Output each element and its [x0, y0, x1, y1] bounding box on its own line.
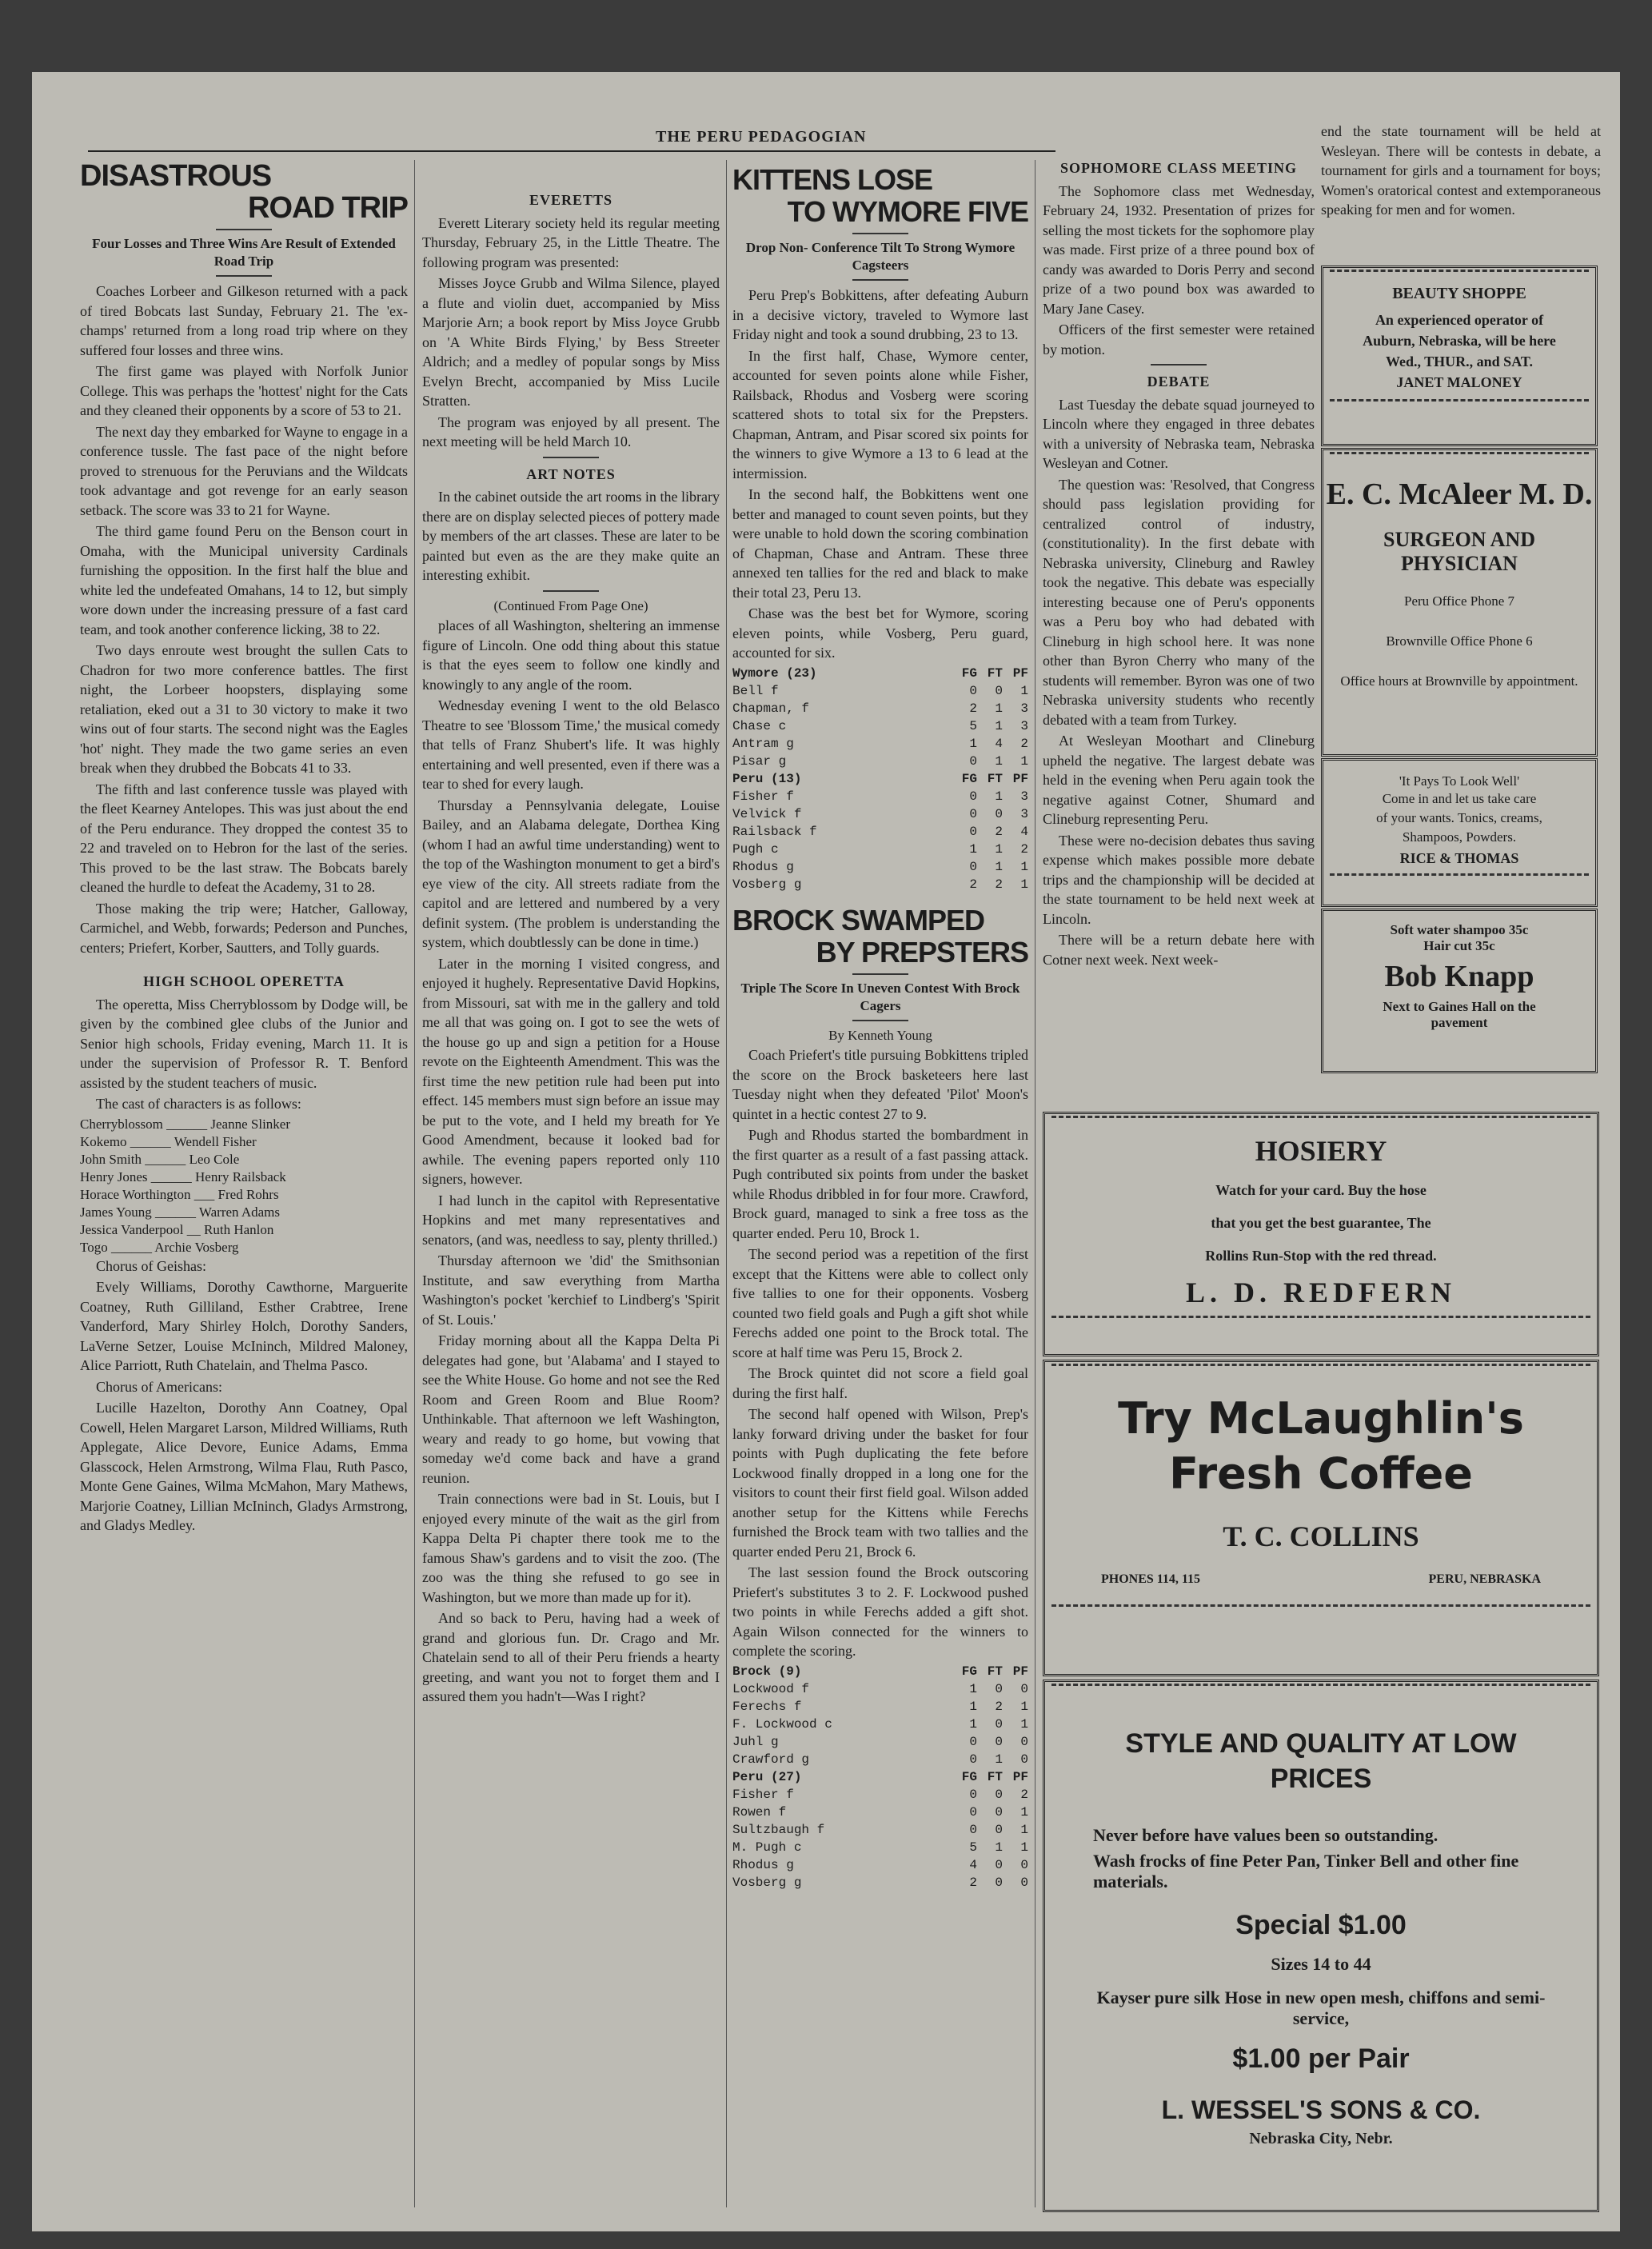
box-score-row: [732, 1804, 1028, 1821]
headline-rule: [852, 233, 908, 234]
box-score-player: Bell f: [732, 683, 779, 698]
ad-line: Never before have values been so outstanding.: [1093, 1825, 1439, 1845]
box-score-ft: FT: [987, 665, 1003, 681]
wessel-ad: [1043, 1680, 1599, 2212]
box-score-fg: 5: [969, 1840, 977, 1855]
paragraph: The Brock quintet did not score a field goal during the first half.: [732, 1365, 1028, 1401]
box-score-row: [732, 805, 1028, 823]
ad-sizes: Sizes 14 to 44: [1271, 1954, 1371, 1974]
box-score-fg: FG: [961, 771, 977, 786]
box-score-pf: 3: [1020, 718, 1028, 733]
ad-line: Hair cut 35c: [1423, 938, 1495, 953]
box-score-header-row: [732, 1663, 1028, 1680]
kittens-subhead: Drop Non- Conference Tilt To Strong Wymore Cagsteers: [745, 240, 1016, 273]
box-score-row: [732, 1680, 1028, 1698]
box-score-header-row: [732, 770, 1028, 788]
column-rule: [726, 160, 727, 2207]
box-score-ft: 2: [995, 1699, 1003, 1714]
box-score-player: Peru (27): [732, 1769, 802, 1784]
box-score-fg: 0: [969, 789, 977, 804]
road-trip-headline-1: DISASTROUS: [80, 160, 272, 193]
box-score-row: [732, 1716, 1028, 1733]
box-score-row: [732, 735, 1028, 753]
box-score-row: [732, 717, 1028, 735]
ornament: [1051, 1684, 1590, 1694]
ad-line: JANET MALONEY: [1396, 374, 1522, 390]
ad-name: E. C. McAleer M. D.: [1326, 477, 1593, 511]
bob-knapp-ad: [1321, 909, 1598, 1073]
box-score-player: Railsback f: [732, 824, 817, 839]
box-score-row: [732, 700, 1028, 717]
ad-line: Office hours at Brownville by appointment.: [1340, 673, 1578, 689]
paragraph: Friday morning about all the Kappa Delta Pi delegates had gone, but 'Alabama' and I stayed to see the White House. Go home and not see the Red Room and Green Room and Blue Room? Unthinkable. That afternoon we left Washington, weary and ready to go home, but vowing that someday we'd come back and have a grand reunion.: [422, 1332, 720, 1486]
box-score-fg: 2: [969, 701, 977, 716]
box-score-fg: 1: [969, 841, 977, 857]
box-score-ft: 0: [995, 1681, 1003, 1696]
box-score-ft: 1: [995, 718, 1003, 733]
box-score-ft: 1: [995, 1752, 1003, 1767]
headline-rule: [852, 973, 908, 975]
kittens-headline-1: KITTENS LOSE: [732, 164, 933, 196]
ad-name: L. D. REDFERN: [1185, 1276, 1456, 1308]
ad-place: PERU, NEBRASKA: [1428, 1572, 1541, 1586]
box-score-row: [732, 858, 1028, 876]
brock-subhead: Triple The Score In Uneven Contest With Brock Cagers: [740, 980, 1020, 1013]
cast-entry: Jessica Vanderpool __ Ruth Hanlon: [80, 1221, 274, 1237]
box-score-ft: 1: [995, 859, 1003, 874]
coffee-ad: [1043, 1360, 1599, 1676]
cast-entry: Cherryblossom ______ Jeanne Slinker: [80, 1116, 290, 1132]
kittens-box-score: [732, 665, 1028, 893]
ad-line: Soft water shampoo 35c: [1390, 922, 1529, 937]
ad-line: An experienced operator of: [1375, 312, 1544, 328]
column-rule: [414, 160, 415, 2207]
ad-line: that you get the best guarantee, The: [1211, 1215, 1431, 1231]
paragraph: The last session found the Brock outscoring Priefert's substitutes 3 to 2. F. Lockwood pushed two points in while Ferechs added a gift shot. Again Wilson connected for the winners to complete the scoring.: [732, 1564, 1028, 1659]
box-score-fg: 2: [969, 1875, 977, 1890]
box-score-fg: 0: [969, 1787, 977, 1802]
box-score-pf: 1: [1020, 683, 1028, 698]
box-score-row: [732, 1874, 1028, 1891]
paragraph: The program was enjoyed by all present. The next meeting will be held March 10.: [422, 413, 720, 449]
ad-line: Peru Office Phone 7: [1403, 593, 1515, 609]
box-score-fg: 1: [969, 1716, 977, 1732]
box-score-fg: 1: [969, 736, 977, 751]
brock-byline: By Kenneth Young: [828, 1027, 932, 1043]
box-score-pf: 3: [1020, 806, 1028, 821]
box-score-player: Chapman, f: [732, 701, 810, 716]
paragraph: Thursday a Pennsylvania delegate, Louise Bailey, and an Alabama delegate, Dorthea King (whom I had an awful time understanding) went to the top of the Washington monument to get a bird's eye view of the city. All streets radiate from the capitol and are lettered and numbered by a very definit system. (The problem is understanding the system, which doubtlessly can be done in time.): [422, 797, 720, 950]
paragraph: Misses Joyce Grubb and Wilma Silence, played a flute and violin duet, accompanied by Miss Marjorie Arn; a book report by Miss Joyce Grubb on 'A White Birds Flying,' by Bess Streeter Aldrich; and a medley of popular songs by Miss Evelyn Brecht, accompanied by Miss Lucile Stratten.: [422, 275, 720, 409]
cast-entry: James Young ______ Warren Adams: [80, 1204, 281, 1220]
ad-name: RICE & THOMAS: [1399, 850, 1519, 866]
box-score-ft: FT: [987, 771, 1003, 786]
box-score-row: [732, 1839, 1028, 1856]
subhead-rule: [216, 275, 272, 277]
ad-place: Nebraska City, Nebr.: [1249, 2130, 1393, 2147]
cast-entry: Togo ______ Archie Vosberg: [80, 1239, 239, 1255]
box-score-pf: 0: [1020, 1734, 1028, 1749]
ad-line: pavement: [1431, 1015, 1488, 1030]
paragraph: These were no-decision debates thus saving expense which makes possible more debate trips and the championship will be decided at the state tournament to be held next week at Lincoln.: [1043, 832, 1315, 927]
box-score-player: Crawford g: [732, 1752, 810, 1767]
box-score-fg: 1: [969, 1699, 977, 1714]
box-score-row: [732, 788, 1028, 805]
box-score-pf: 4: [1020, 824, 1028, 839]
ad-line: Auburn, Nebraska, will be here: [1363, 333, 1556, 349]
ornament: [1051, 1316, 1590, 1326]
art-notes-title: ART NOTES: [526, 465, 616, 482]
ornament: [1051, 1364, 1590, 1374]
masthead-rule: [88, 150, 1055, 152]
paragraph: Pugh and Rhodus started the bombardment in the first quarter as a result of a fast passing attack. Pugh contributed six points from under the basket while Rhodus dribbled in for four more. Crawford, Brock guard, managed to sink a free toss as the quarter ended. Peru 10, Brock 1.: [732, 1127, 1028, 1241]
ornament: [1330, 270, 1589, 280]
box-score-fg: 1: [969, 1681, 977, 1696]
box-score-player: Rhodus g: [732, 859, 794, 874]
paragraph: Chase was the best bet for Wymore, scoring eleven points, while Vosberg, Peru guard, accounted for six.: [732, 605, 1028, 661]
box-score-row: [732, 682, 1028, 700]
box-score-player: Vosberg g: [732, 1875, 802, 1890]
box-score-fg: 0: [969, 824, 977, 839]
box-score-player: Fisher f: [732, 789, 794, 804]
box-score-pf: 2: [1020, 736, 1028, 751]
box-score-fg: FG: [961, 665, 977, 681]
box-score-player: Vosberg g: [732, 877, 802, 892]
ornament: [1330, 399, 1589, 409]
debate-title: DEBATE: [1147, 374, 1211, 389]
ad-title: BEAUTY SHOPPE: [1392, 285, 1526, 302]
ad-line: Brownville Office Phone 6: [1386, 633, 1533, 649]
box-score-pf: PF: [1012, 771, 1028, 786]
box-score-ft: 0: [995, 1734, 1003, 1749]
column-5-text: [1321, 122, 1601, 258]
box-score-fg: 0: [969, 1822, 977, 1837]
paragraph: The second half opened with Wilson, Prep's lanky forward driving under the basket for four points with Pugh duplicating the fete before Lockwood finally dropped in a long one for the visitors to count their first field goal. Wilson added another setup for the Kittens while Ferechs furnished the Brock team with two tallies and the quarter ended Peru 21, Brock 6.: [732, 1406, 1028, 1560]
ad-pair: $1.00 per Pair: [1232, 2043, 1410, 2074]
paragraph: places of all Washington, sheltering an immense figure of Lincoln. One odd thing about this statue is that the eyes seem to follow one kindly and knowingly to any angle of the room.: [422, 617, 720, 693]
box-score-ft: 0: [995, 806, 1003, 821]
paragraph: end the state tournament will be held at Wesleyan. There will be contests in debate, a tournament for girls and a tournament for boys; Women's oratorical contest and extemporaneous speaking for men and for women.: [1321, 123, 1601, 218]
box-score-player: Antram g: [732, 736, 794, 751]
ornament: [1330, 452, 1589, 462]
everetts-title: EVERETTS: [529, 192, 613, 208]
box-score-ft: 2: [995, 824, 1003, 839]
box-score-player: Rowen f: [732, 1804, 787, 1820]
box-score-header-row: [732, 665, 1028, 682]
box-score-player: Fisher f: [732, 1787, 794, 1802]
box-score-ft: 4: [995, 736, 1003, 751]
section-rule: [1151, 364, 1207, 366]
box-score-ft: 0: [995, 1822, 1003, 1837]
paragraph: Two days enroute west brought the sullen Cats to Chadron for two more conference battles. The first night, the Lorbeer hoopsters, displaying some retaliation, eked out a 31 to 30 victory to make it two wins out of four starts. The second night was the Eagles 'hot' night. They made the two game series an even break when they drubbed the Bobcats 41 to 33.: [80, 642, 408, 776]
box-score-fg: 0: [969, 753, 977, 769]
box-score-player: Juhl g: [732, 1734, 779, 1749]
paragraph: Chorus of Americans:: [96, 1378, 222, 1395]
ad-title: STYLE AND QUALITY AT LOW PRICES: [1125, 1728, 1517, 1794]
ad-title: HOSIERY: [1255, 1135, 1387, 1167]
box-score-pf: 2: [1020, 841, 1028, 857]
box-score-row: [732, 1733, 1028, 1751]
box-score-pf: 1: [1020, 1804, 1028, 1820]
box-score-pf: 0: [1020, 1681, 1028, 1696]
ad-line: 'It Pays To Look Well': [1399, 773, 1520, 789]
box-score-header-row: [732, 1768, 1028, 1786]
box-score-player: Lockwood f: [732, 1681, 810, 1696]
cast-entry: Henry Jones ______ Henry Railsback: [80, 1168, 286, 1184]
paragraph: Later in the morning I visited congress, and enjoyed it hughely. Representative David Hopkins, from Missouri, sat with me in the gallery and told me all that was going on. I got to see the wets of the house go up and sign a petition for a House revote on the Eighteenth Amendment. This was the first time the new petition rule had been put into effect. 145 members must sign before an issue may be put to the vote, and I held my breath for Ye Good Amendment, because it looked bad for awhile. The evening papers reported only 110 signers, however.: [422, 955, 720, 1187]
masthead: THE PERU PEDAGOGIAN: [656, 128, 867, 146]
paragraph: The cast of characters is as follows:: [96, 1096, 301, 1112]
ad-line: of your wants. Tonics, creams,: [1376, 810, 1542, 825]
box-score-player: Wymore (23): [732, 665, 817, 681]
box-score-player: Ferechs f: [732, 1699, 802, 1714]
box-score-player: Chase c: [732, 718, 787, 733]
paragraph: The third game found Peru on the Benson court in Omaha, with the Municipal university Cardinals furnishing the opposition. In the first half the blue and white led the undefeated Omahans, 14 to 12, but simply wore down under the increasing pressure of a fast card team, and took another conference licking, 38 to 22.: [80, 523, 408, 637]
box-score-row: [732, 841, 1028, 858]
ornament: [1330, 873, 1589, 884]
ad-line: Come in and let us take care: [1382, 791, 1537, 806]
box-score-pf: 1: [1020, 1699, 1028, 1714]
box-score-fg: 4: [969, 1857, 977, 1872]
ad-line: Watch for your card. Buy the hose: [1215, 1182, 1427, 1198]
paragraph: Officers of the first semester were retained by motion.: [1043, 322, 1315, 358]
box-score-pf: 1: [1020, 753, 1028, 769]
box-score-player: Pisar g: [732, 753, 787, 769]
paragraph: Chorus of Geishas:: [96, 1257, 206, 1274]
headline-rule: [216, 229, 272, 230]
ad-line: Kayser pure silk Hose in new open mesh, chiffons and semi-service,: [1096, 1987, 1546, 2028]
box-score-pf: PF: [1012, 1664, 1028, 1679]
box-score-ft: FT: [987, 1769, 1003, 1784]
box-score-ft: 1: [995, 789, 1003, 804]
operetta-title: HIGH SCHOOL OPERETTA: [143, 973, 345, 989]
ad-line: Shampoos, Powders.: [1402, 829, 1517, 845]
kittens-headline-2: TO WYMORE FIVE: [787, 195, 1028, 228]
box-score-fg: 0: [969, 1734, 977, 1749]
box-score-fg: 5: [969, 718, 977, 733]
box-score-pf: 2: [1020, 1787, 1028, 1802]
box-score-pf: 1: [1020, 859, 1028, 874]
box-score-ft: 1: [995, 1840, 1003, 1855]
paragraph: Thursday afternoon we 'did' the Smithsonian Institute, and saw everything from Martha Washington's pocket 'kerchief to Lindberg's 'Spirit of St. Louis.': [422, 1252, 720, 1328]
road-trip-body: [80, 282, 408, 957]
paragraph: The question was: 'Resolved, that Congress should pass legislation providing for centralized control of industry, (constitutionality). In the first debate with Nebraska university, Clineburg and Rawley took the negative. This debate was especially interesting because one of Peru's opponents was a Peru boy who had debated with Clineburg in high school here. It was none other than Byron Cherry who many of the students will remember. Byron was one of two Nebraska university students who recently debated with a team from Turkey.: [1043, 476, 1315, 728]
ad-line: Next to Gaines Hall on the: [1383, 999, 1536, 1014]
subhead-rule: [852, 279, 908, 281]
ad-line: Wed., THUR., and SAT.: [1385, 354, 1534, 370]
section-rule: [543, 457, 599, 458]
box-score-ft: 0: [995, 1804, 1003, 1820]
box-score-fg: 2: [969, 877, 977, 892]
brock-box-score: [732, 1663, 1028, 1891]
paragraph: Those making the trip were; Hatcher, Galloway, Carmichel, and Webb, forwards; Pederson and Punches, centers; Priefert, Korber, Sautters, and Tolly guards.: [80, 900, 408, 956]
box-score-player: Sultzbaugh f: [732, 1822, 825, 1837]
box-score-fg: 0: [969, 859, 977, 874]
paragraph: In the second half, the Bobkittens went one better and managed to count seven points, but they were unable to hold down the scoring combination of Chapman, Chase and Antram. These three annexed ten tallies for the red and black to make their total 23, Peru 13.: [732, 486, 1028, 601]
box-score-row: [732, 1751, 1028, 1768]
paragraph: Everett Literary society held its regular meeting Thursday, February 25, in the Little Theatre. The following program was presented:: [422, 214, 720, 270]
ad-line: SURGEON AND: [1383, 528, 1535, 551]
box-score-pf: 0: [1020, 1857, 1028, 1872]
box-score-pf: 1: [1020, 1716, 1028, 1732]
box-score-player: F. Lockwood c: [732, 1716, 832, 1732]
paragraph: Last Tuesday the debate squad journeyed to Lincoln where they engaged in three debates with a university of Nebraska team, Nebraska Wesleyan and Cotner.: [1043, 396, 1315, 471]
paragraph: Wednesday evening I went to the old Belasco Theatre to see 'Blossom Time,' the musical comedy that tells of Franz Shubert's life. It was highly entertaining and well presented, even if there was a tear to shed for every laugh.: [422, 697, 720, 792]
newspaper-page: [32, 72, 1620, 2231]
section-rule: [543, 590, 599, 592]
box-score-player: Velvick f: [732, 806, 802, 821]
paragraph: The fifth and last conference tussle was played with the fleet Kearney Antelopes. This was just about the end of the Peru endurance. They dropped the contest 35 to 22 and traveled on to Hebron for the last of the series. This proved to be the last straw. The Bobcats barely cleaned the hurdle to defeat the Academy, 31 to 28.: [80, 781, 408, 895]
cast-entry: Kokemo ______ Wendell Fisher: [80, 1133, 257, 1149]
ad-special: Special $1.00: [1235, 1910, 1407, 1940]
column-2: [422, 184, 720, 2215]
box-score-ft: 0: [995, 1716, 1003, 1732]
hosiery-ad: [1043, 1112, 1599, 1356]
box-score-ft: 1: [995, 841, 1003, 857]
box-score-fg: FG: [961, 1664, 977, 1679]
column-3: [732, 164, 1028, 2215]
ornament: [1051, 1604, 1590, 1615]
paragraph: The Sophomore class met Wednesday, February 24, 1932. Presentation of prizes for selling the most tickets for the sophomore play was made. First prize of a three pound box of candy was awarded to Doris Perry and second prize of a two pound box was awarded to Mary Jane Casey.: [1043, 182, 1315, 317]
ad-line: PHYSICIAN: [1401, 552, 1518, 575]
ad-name: T. C. COLLINS: [1223, 1520, 1419, 1552]
box-score-ft: 0: [995, 1857, 1003, 1872]
box-score-pf: 3: [1020, 789, 1028, 804]
paragraph: Lucille Hazelton, Dorothy Ann Coatney, Opal Cowell, Helen Margaret Larson, Mildred Williams, Ruth Applegate, Alice Devore, Eunice Adams, Emma Glasscock, Helen Armstrong, Wilma Flau, Ruth Pasco, Monte Gene Gaines, Wilma McMahon, Mary Mathews, Marjorie Coatney, Lillian McIninch, Gladys Armstrong, and Gladys Medley.: [80, 1400, 408, 1533]
box-score-row: [732, 1856, 1028, 1874]
box-score-row: [732, 1786, 1028, 1804]
box-score-fg: 0: [969, 806, 977, 821]
sophomore-title: SOPHOMORE CLASS MEETING: [1059, 160, 1298, 176]
cast-entry: Horace Worthington ___ Fred Rohrs: [80, 1186, 279, 1202]
box-score-fg: 0: [969, 1804, 977, 1820]
paragraph: The second period was a repetition of the first except that the Kittens were able to collect only five tallies to one for their opponents. Vosberg counted two field goals and Pugh a gift shot while Ferechs added one point to the Brock total. The score at half time was Peru 15, Brock 2.: [732, 1246, 1028, 1360]
box-score-player: Brock (9): [732, 1664, 802, 1679]
paragraph: Evely Williams, Dorothy Cawthorne, Marguerite Coatney, Ruth Gilliland, Esther Crabtree, Irene Vanderford, Mary Shirley Holch, Dorothy Sanders, LaVerne Setzer, Louise McIninch, Mildred Maloney, Alice Parriott, Ruth Chatelain, and Thelma Pasco.: [80, 1279, 408, 1373]
paragraph: I had lunch in the capitol with Representative Hopkins and met many representatives and senators, (and was, needless to say, plenty thrilled.): [422, 1192, 720, 1248]
paragraph: Coach Priefert's title pursuing Bobkittens tripled the score on the Brock basketeers here last Tuesday night when they defeated 'Pilot' Moon's quintet in a hectic contest 27 to 9.: [732, 1047, 1028, 1122]
paragraph: At Wesleyan Moothart and Clineburg upheld the negative. The largest debate was held in the evening when Peru again took the negative against Cotner, Shumard and Clineburg representing Peru.: [1043, 733, 1315, 827]
box-score-pf: 1: [1020, 877, 1028, 892]
column-4: [1043, 152, 1315, 1104]
paragraph: The first game was played with Norfolk Junior College. This was perhaps the 'hottest' night for the Cats and they cleaned their opponents by a score of 53 to 21.: [80, 363, 408, 418]
brock-headline-1: BROCK SWAMPED: [732, 903, 985, 937]
column-1: [80, 160, 408, 2215]
box-score-ft: FT: [987, 1664, 1003, 1679]
box-score-pf: 0: [1020, 1875, 1028, 1890]
beauty-shoppe-ad: [1321, 266, 1598, 446]
box-score-player: Pugh c: [732, 841, 779, 857]
cast-list: [80, 1116, 408, 1256]
box-score-row: [732, 1821, 1028, 1839]
cast-entry: John Smith ______ Leo Cole: [80, 1151, 240, 1167]
box-score-pf: 3: [1020, 701, 1028, 716]
ad-line: Rollins Run-Stop with the red thread.: [1205, 1248, 1437, 1264]
box-score-pf: PF: [1012, 665, 1028, 681]
paragraph: Train connections were bad in St. Louis, but I enjoyed every minute of the wait as the girl from Kappa Delta Pi chapter there took me to the famous Shaw's gardens and to visit the zoo. (The zoo was the thing she refused to go see in Washington, but we more than made up for it).: [422, 1491, 720, 1605]
box-score-pf: 1: [1020, 1822, 1028, 1837]
paragraph: There will be a return debate here with Cotner next week. Next week-: [1043, 932, 1315, 968]
ad-contact-row: [1045, 1572, 1597, 1587]
box-score-pf: 1: [1020, 1840, 1028, 1855]
paragraph: The next day they embarked for Wayne to engage in a conference tussle. The fast pace of the night before proved to strenuous for the Peruvians and the Wildcats took advantage and got revenge for an early season setback. The score was 33 to 21 for Wayne.: [80, 423, 408, 518]
box-score-ft: 2: [995, 877, 1003, 892]
box-score-player: Peru (13): [732, 771, 802, 786]
paragraph: Peru Prep's Bobkittens, after defeating Auburn in a decisive victory, traveled to Wymore last Friday night and took a sound drubbing, 23 to 13.: [732, 287, 1028, 342]
paragraph: And so back to Peru, having had a week of grand and glorious fun. Dr. Crago and Mr. Chatelain send to all of their Peru friends a hearty greeting, and want you not to forget them and I assured them you hadn't—Was I right?: [422, 1610, 720, 1704]
box-score-row: [732, 1698, 1028, 1716]
box-score-ft: 0: [995, 683, 1003, 698]
box-score-ft: 0: [995, 1875, 1003, 1890]
box-score-player: M. Pugh c: [732, 1840, 802, 1855]
box-score-pf: PF: [1012, 1769, 1028, 1784]
box-score-row: [732, 823, 1028, 841]
brock-headline-2: BY PREPSTERS: [816, 935, 1028, 969]
box-score-ft: 0: [995, 1787, 1003, 1802]
paragraph: The operetta, Miss Cherryblossom by Dodge will, be given by the combined glee clubs of the Junior and Senior high schools, Friday evening, March 11. It is under the supervision of Professor R. T. Benford assisted by the student teachers of music.: [80, 996, 408, 1091]
road-trip-headline-2: ROAD TRIP: [248, 191, 408, 225]
box-score-fg: 0: [969, 683, 977, 698]
subhead-rule: [852, 1020, 908, 1021]
ad-phones: PHONES 114, 115: [1101, 1572, 1201, 1586]
ornament: [1051, 1116, 1590, 1126]
box-score-ft: 1: [995, 753, 1003, 769]
box-score-fg: FG: [961, 1769, 977, 1784]
ad-line: Fresh Coffee: [1169, 1448, 1473, 1499]
paragraph: In the cabinet outside the art rooms in the library there are on display selected pieces of pottery made by members of the art classes. These are later to be painted but even as the are they make quite an interesting exhibit.: [422, 489, 720, 583]
ad-name: Bob Knapp: [1384, 960, 1534, 993]
mcaleer-ad: [1321, 448, 1598, 757]
box-score-fg: 0: [969, 1752, 977, 1767]
ad-line: Wash frocks of fine Peter Pan, Tinker Bell and other fine materials.: [1093, 1851, 1519, 1891]
continued-label: (Continued From Page One): [493, 597, 648, 613]
box-score-row: [732, 753, 1028, 770]
paragraph: Coaches Lorbeer and Gilkeson returned with a pack of tired Bobcats last Sunday, February 21. The 'ex-champs' returned from a long road trip where on they suffered four losses and three wins.: [80, 283, 408, 358]
box-score-row: [732, 876, 1028, 893]
paragraph: In the first half, Chase, Wymore center, accounted for seven points alone while Fisher, Railsback, Rhodus and Vosberg were scoring scattered shots to total six for the Prepsters. Chapman, Antram, and Pisar scored six points for the winners to give Wymore a 13 to 6 lead at the intermission.: [732, 347, 1028, 481]
box-score-pf: 0: [1020, 1752, 1028, 1767]
box-score-ft: 1: [995, 701, 1003, 716]
ad-line: Try McLaughlin's: [1118, 1393, 1524, 1444]
road-trip-subhead: Four Losses and Three Wins Are Result of Extended Road Trip: [92, 236, 396, 269]
box-score-player: Rhodus g: [732, 1857, 794, 1872]
ad-name: L. WESSEL'S SONS & CO.: [1161, 2095, 1481, 2124]
rice-thomas-ad: [1321, 758, 1598, 907]
